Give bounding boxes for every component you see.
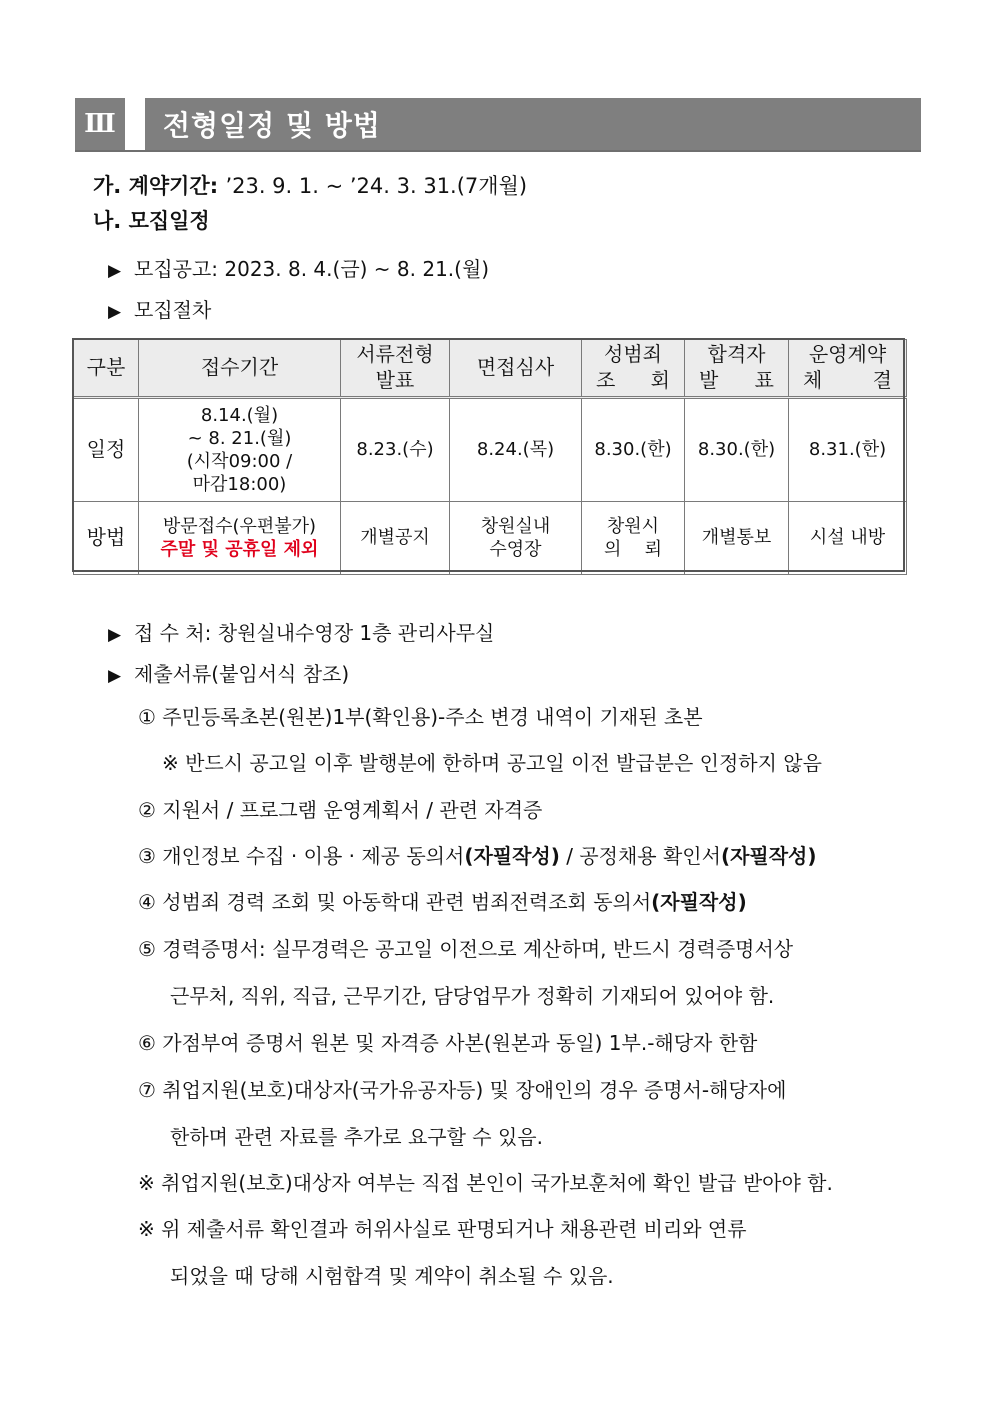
reception-line — [108, 617, 494, 646]
method-result: 개별통보 — [685, 502, 789, 575]
contract-value: ’23. 9. 1. ~ ’24. 3. 31.(7개월) — [225, 174, 528, 198]
doc-item-7-cont: 한하며 관련 자료를 추가로 요구할 수 있음. — [170, 1125, 543, 1149]
header-pass-char1: 발 — [699, 368, 719, 392]
doc-item-3 — [138, 840, 817, 869]
header-pass-line2 — [685, 368, 788, 394]
header-contract-line2 — [789, 368, 906, 394]
method-period-warning: 주말 및 공휴일 제외 — [160, 539, 319, 560]
header-pass-announce — [685, 340, 789, 398]
bullet-triangle-icon: ▶ — [108, 302, 122, 322]
header-pass-char2: 표 — [754, 368, 774, 392]
notice-line — [108, 253, 489, 282]
docs-title-text: 제출서류(붙임서식 참조) — [134, 662, 350, 686]
header-contract-char1: 체 — [803, 368, 823, 392]
section-number: Ⅲ — [75, 98, 125, 150]
doc-item-7: ⑦ 취업지원(보호)대상자(국가유공자등) 및 장애인의 경우 증명서-해당자에 — [138, 1078, 787, 1102]
header-crime-char1: 조 — [596, 368, 616, 392]
row-label-method: 방법 — [74, 502, 139, 575]
doc-item-2: ② 지원서 / 프로그램 운영계획서 / 관련 자격증 — [138, 798, 543, 822]
docs-title-line — [108, 658, 349, 687]
reception-text: 접 수 처: 창원실내수영장 1층 관리사무실 — [134, 621, 495, 645]
method-crime-char2: 뢰 — [644, 539, 662, 560]
header-interview: 면접심사 — [450, 340, 582, 398]
note-false-info-cont: 되었을 때 당해 시험합격 및 계약이 취소될 수 있음. — [170, 1264, 614, 1288]
header-contract-line1: 운영계약 — [808, 342, 887, 367]
procedure-text: 모집절차 — [134, 298, 212, 322]
doc-item-1-note: ※ 반드시 공고일 이후 발행분에 한하며 공고일 이전 발급분은 인정하지 않음 — [162, 751, 822, 775]
method-interview — [450, 502, 582, 575]
contract-period — [93, 170, 527, 200]
schedule-period — [139, 398, 341, 502]
table-row — [74, 398, 907, 502]
schedule-period-line4: 마감18:00) — [192, 474, 287, 496]
procedure-line — [108, 294, 211, 323]
method-crime — [582, 502, 685, 575]
method-interview-line2: 수영장 — [489, 539, 542, 560]
header-contract — [789, 340, 907, 398]
schedule-doc: 8.23.(수) — [341, 398, 450, 502]
schedule-crime: 8.30.(한) — [582, 398, 685, 502]
header-crime-char2: 회 — [650, 368, 670, 392]
header-crime-line1: 성범죄 — [604, 342, 662, 367]
schedule-contract: 8.31.(한) — [789, 398, 907, 502]
schedule-period-line1: 8.14.(월) — [200, 404, 279, 426]
method-crime-line1: 창원시 — [606, 515, 660, 537]
method-period — [139, 502, 341, 575]
schedule-interview: 8.24.(목) — [450, 398, 582, 502]
header-contract-char2: 결 — [872, 368, 892, 392]
header-doc-line2: 발표 — [375, 368, 415, 392]
header-period: 접수기간 — [139, 340, 341, 398]
bullet-triangle-icon: ▶ — [108, 666, 122, 686]
table-row — [74, 502, 907, 575]
header-doc-result — [341, 340, 450, 398]
method-doc: 개별공지 — [341, 502, 450, 575]
schedule-table — [73, 339, 907, 575]
header-category: 구분 — [74, 340, 139, 398]
schedule-result: 8.30.(한) — [685, 398, 789, 502]
method-interview-line1: 창원실내 — [480, 515, 551, 537]
schedule-period-line3: (시작09:00 / — [186, 451, 293, 472]
note-veteran: ※ 취업지원(보호)대상자 여부는 직접 본인이 국가보훈처에 확인 발급 받아야 함. — [138, 1171, 833, 1195]
contract-label: 가. 계약기간: — [93, 174, 219, 198]
note-false-info: ※ 위 제출서류 확인결과 허위사실로 판명되거나 채용관련 비리와 연류 — [138, 1217, 747, 1241]
section-underline — [75, 150, 921, 152]
doc-item-4-text: ④ 성범죄 경력 조회 및 아동학대 관련 범죄전력조회 동의서 — [138, 890, 652, 914]
doc-item-3-handwrite: (자필작성) — [464, 844, 560, 868]
method-period-line1: 방문접수(우편불가) — [162, 515, 317, 537]
doc-item-3-handwrite2: (자필작성) — [720, 844, 817, 868]
row-label-schedule: 일정 — [74, 398, 139, 502]
doc-item-1: ① 주민등록초본(원본)1부(확인용)-주소 변경 내역이 기재된 초본 — [138, 705, 703, 729]
doc-item-4-handwrite: (자필작성) — [651, 890, 747, 914]
header-pass-line1: 합격자 — [707, 342, 766, 367]
notice-text: 모집공고: 2023. 8. 4.(금) ~ 8. 21.(월) — [134, 257, 490, 281]
recruit-heading: 나. 모집일정 — [93, 209, 210, 233]
doc-item-4 — [138, 886, 747, 915]
bullet-triangle-icon: ▶ — [108, 625, 122, 645]
schedule-period-line2: ~ 8. 21.(월) — [187, 427, 292, 449]
header-crime-check — [582, 340, 685, 398]
doc-item-6: ⑥ 가점부여 증명서 원본 및 자격증 사본(원본과 동일) 1부.-해당자 한함 — [138, 1031, 758, 1055]
method-contract: 시설 내방 — [789, 502, 907, 575]
header-doc-line1: 서류전형 — [356, 342, 434, 367]
doc-item-3-text2: / 공정채용 확인서 — [559, 844, 721, 868]
doc-item-5-cont: 근무처, 직위, 직급, 근무기간, 담당업무가 정확히 기재되어 있어야 함. — [170, 984, 775, 1008]
table-header-row — [74, 340, 907, 398]
doc-item-3-text: ③ 개인정보 수집 · 이용 · 제공 동의서 — [138, 844, 465, 868]
doc-item-5: ⑤ 경력증명서: 실무경력은 공고일 이전으로 계산하며, 반드시 경력증명서상 — [138, 937, 794, 961]
header-crime-line2 — [582, 368, 684, 394]
bullet-triangle-icon: ▶ — [108, 261, 122, 281]
method-crime-line2 — [582, 538, 684, 561]
method-crime-char1: 의 — [604, 539, 622, 560]
section-title: 전형일정 및 방법 — [145, 98, 921, 150]
